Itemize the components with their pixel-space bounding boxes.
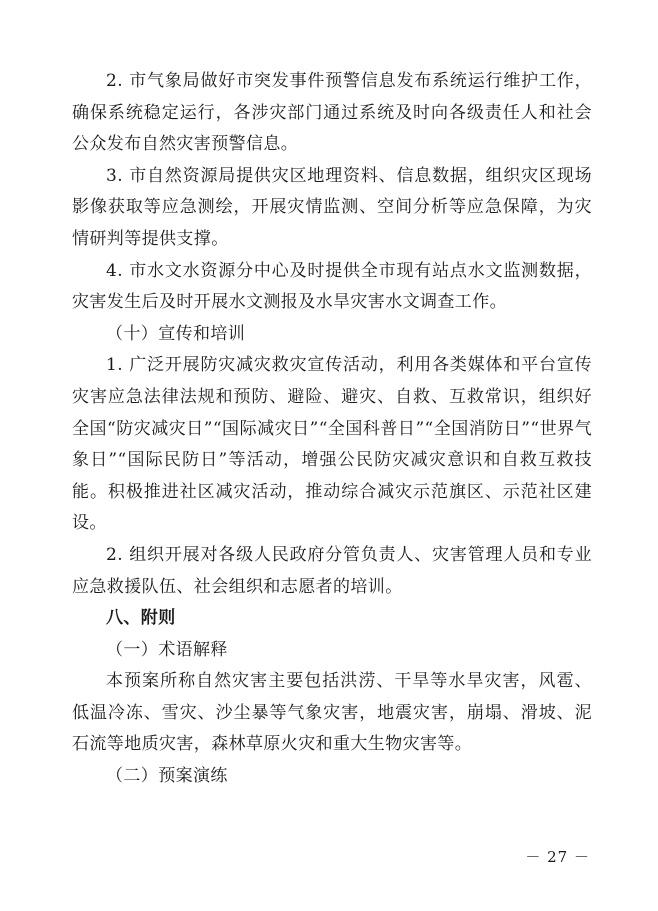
section-heading-plan-drills: （二）预案演练: [106, 766, 228, 787]
paragraph-hydrology-center: 4. 市水文水资源分中心及时提供全市现有站点水文监测数据，灾害发生后及时开展水文测报及水旱灾害水文调查工作。: [72, 260, 592, 313]
paragraph-training: 2. 组织开展对各级人民政府分管负责人、灾害管理人员和专业应急救援队伍、社会组织和志愿者的培训。: [72, 544, 592, 597]
paragraph-publicity-activities: 1. 广泛开展防灾减灾救灾宣传活动，利用各类媒体和平台宣传灾害应急法律法规和预防、避险、避灾、自救、互救常识，组织好全国“防灾减灾日”“国际减灾日”“全国科普日”“全国消防日”“世界气象日”“国际民防日”等活动，增强公民防灾减灾意识和自救互救技能。积极推进社区减灾活动，推动综合减灾示范旗区、示范社区建设。: [72, 355, 592, 534]
paragraph-meteorological-bureau: 2. 市气象局做好市突发事件预警信息发布系统运行维护工作，确保系统稳定运行，各涉灾部门通过系统及时向各级责任人和社会公众发布自然灾害预警信息。: [72, 71, 592, 155]
document-body: [72, 66, 592, 793]
paragraph-terminology-definition: 本预案所称自然灾害主要包括洪涝、干旱等水旱灾害，风雹、低温冷冻、雪灾、沙尘暴等气象灾害，地震灾害，崩塌、滑坡、泥石流等地质灾害，森林草原火灾和重大生物灾害等。: [72, 671, 592, 755]
section-heading-publicity-training: （十）宣传和培训: [106, 323, 246, 344]
section-heading-terminology: （一）术语解释: [106, 639, 228, 660]
page-number: － 27 －: [525, 848, 590, 866]
chapter-heading-supplementary-provisions: 八、附则: [106, 608, 176, 629]
paragraph-natural-resources-bureau: 3. 市自然资源局提供灾区地理资料、信息数据，组织灾区现场影像获取等应急测绘，开展灾情监测、空间分析等应急保障，为灾情研判等提供支撑。: [72, 165, 592, 249]
